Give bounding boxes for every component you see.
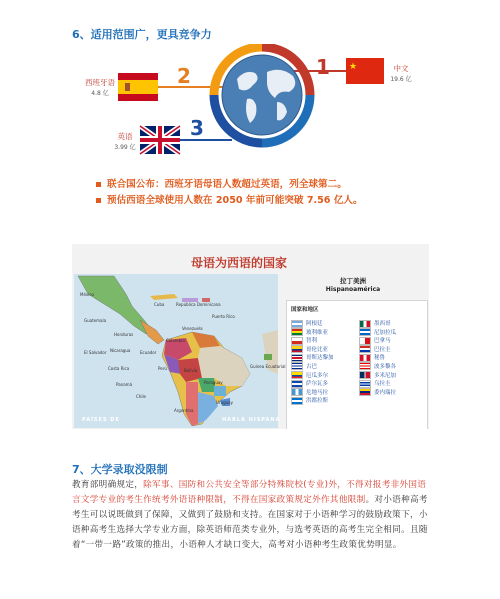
map-label: Argentina (174, 408, 194, 413)
map-label: Bolivia (184, 368, 198, 373)
language-infographic (72, 44, 432, 174)
map-label: República Dominicana (176, 302, 221, 307)
map-label: Panamá (116, 382, 133, 387)
honduras-flag-icon (291, 397, 303, 405)
paraguay-flag-icon (359, 345, 371, 353)
list-item: 哥斯达黎加 (291, 353, 355, 362)
ecuador-flag-icon (291, 371, 303, 379)
rank-1: 1 (316, 55, 330, 79)
map-watermark-left: PAÍSES DE (82, 417, 120, 423)
venezuela-flag-icon (359, 388, 371, 396)
region-name-es: Hispanoamérica (325, 286, 381, 293)
highlighted-policy: 除军事、国防和公共安全等部分特殊院校(专业)外，不得对报考非外国语言文学专业的考生作统考外语语种限制，不得在国家政策规定外作其他限制 (72, 480, 427, 505)
section6-title: 6、适用范围广，更具竞争力 (72, 28, 212, 41)
chile-flag-icon (291, 337, 303, 345)
list-item: 巴拿马 (359, 336, 423, 345)
list-item: 古巴 (291, 362, 355, 371)
map-label: Cuba (154, 302, 165, 307)
country-list-panel (286, 300, 428, 429)
list-item: 尼加拉瓜 (359, 328, 423, 337)
costa-rica-flag-icon (291, 354, 303, 362)
map-label: Ecuador (140, 350, 157, 355)
uk-flag (140, 126, 180, 154)
dominican-republic-flag-icon (359, 371, 371, 379)
peru-flag-icon (359, 354, 371, 362)
map-watermark-right: HABLA HISPANA (222, 417, 281, 423)
puerto-rico-flag-icon (359, 362, 371, 370)
map-label: Costa Rica (108, 366, 130, 371)
list-item: 哥伦比亚 (291, 345, 355, 354)
bolivia-flag-icon (291, 328, 303, 336)
map-label: Perú (158, 366, 167, 371)
bullet-item: 联合国公布：西班牙语母语人数超过英语，列全球第二。 (96, 176, 347, 190)
map-title: 母语为西语的国家 (191, 256, 288, 270)
bullet-item: 预估西语全球使用人数在 2050 年前可能突破 7.56 亿人。 (96, 192, 363, 206)
list-item: 厄瓜多尔 (291, 371, 355, 380)
country-list-right (359, 319, 423, 396)
list-item: 委内瑞拉 (359, 388, 423, 397)
map-label: Uruguay (216, 400, 233, 405)
map-label: El Salvador (84, 350, 107, 355)
colombia-flag-icon (291, 345, 303, 353)
argentina-flag-icon (291, 320, 303, 328)
map-label: Paraguay (204, 380, 223, 385)
list-item: 玻利维亚 (291, 328, 355, 337)
list-item: 危地马拉 (291, 388, 355, 397)
china-flag (346, 58, 384, 84)
map-label: Venezuela (182, 326, 203, 331)
list-item: 洪都拉斯 (291, 396, 355, 405)
country-list-left (291, 319, 355, 405)
rank-3: 3 (190, 116, 204, 140)
bullet-icon (96, 182, 101, 187)
map-label: Honduras (114, 332, 134, 337)
list-item: 波多黎各 (359, 362, 423, 371)
spanish-speaking-countries-map (72, 244, 429, 429)
map-label: Puerto Rico (212, 314, 235, 319)
nicaragua-flag-icon (359, 328, 371, 336)
map-label: Guinea Ecuatorial (250, 364, 286, 369)
region-name-cn: 拉丁美洲 (340, 277, 366, 285)
map-label: Nicaragua (110, 348, 131, 353)
uruguay-flag-icon (359, 380, 371, 388)
svg-text:★: ★ (349, 62, 358, 72)
spanish-label: 西班牙语 4.8 亿 (85, 78, 115, 97)
panama-flag-icon (359, 337, 371, 345)
section7-paragraph: 教育部明确规定，除军事、国防和公共安全等部分特殊院校(专业)外，不得对报考非外国语言文学专业的考生作统考外语语种限制，不得在国家政策规定外作其他限制。对小语种高考考生可以说既做到了保障，又做到了鼓励和支持。在国家对于小语种学习的鼓励政策下，小语种高考生选择大学专业方面，除英语师范类专业外，与选考英语的高考生完全相同。且随着“一带一路”政策的推出，小语种人才缺口变大，高考对小语种考生政策优势明显。 (72, 480, 428, 550)
list-item: 阿根廷 (291, 319, 355, 328)
guatemala-flag-icon (291, 388, 303, 396)
list-item: 智利 (291, 336, 355, 345)
list-item: 墨西哥 (359, 319, 423, 328)
english-label: 英语 3.99 亿 (114, 132, 136, 151)
spain-flag (118, 73, 158, 101)
map-label: Colombia (166, 338, 185, 343)
list-item: 萨尔瓦多 (291, 379, 355, 388)
map-label: México (80, 292, 94, 297)
list-item: 乌拉圭 (359, 379, 423, 388)
rank-2: 2 (177, 64, 191, 88)
map-label: Chile (136, 394, 147, 399)
list-item: 秘鲁 (359, 353, 423, 362)
chinese-label: 中文 19.6 亿 (390, 64, 412, 83)
list-item: 多米尼加 (359, 371, 423, 380)
section7-title: 7、大学录取没限制 (72, 463, 168, 476)
el-salvador-flag-icon (291, 380, 303, 388)
mexico-flag-icon (359, 320, 371, 328)
bullet-icon (96, 198, 101, 203)
cuba-flag-icon (291, 362, 303, 370)
country-list-header: 国家和地区 (291, 307, 319, 313)
list-item: 巴拉圭 (359, 345, 423, 354)
map-label: Guatemala (84, 318, 107, 323)
